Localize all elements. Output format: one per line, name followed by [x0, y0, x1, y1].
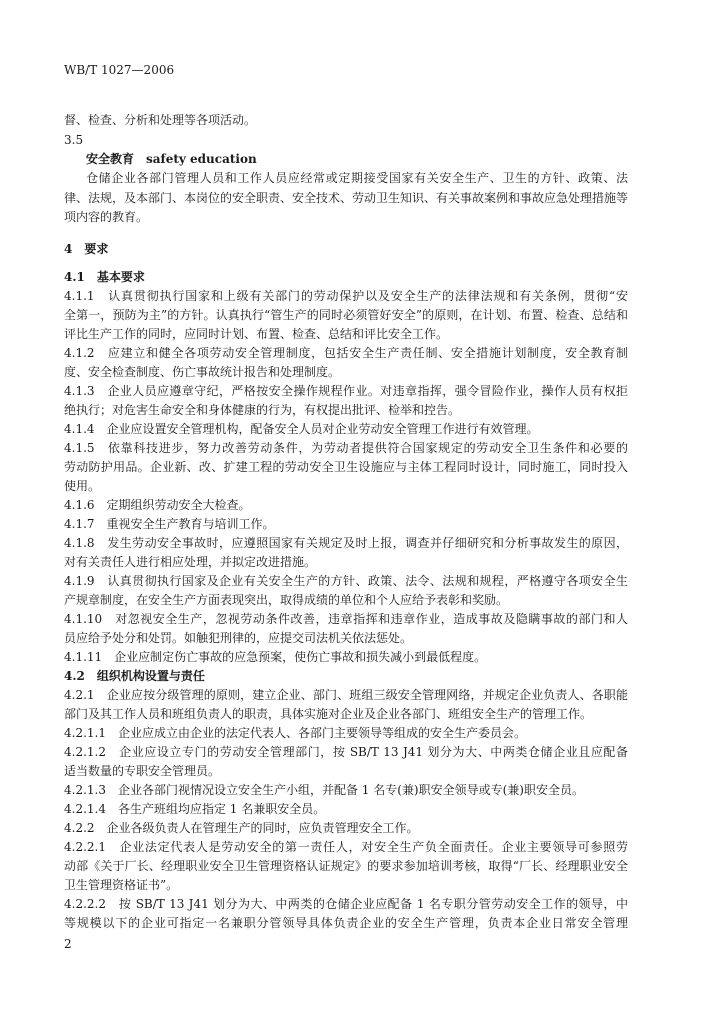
text-line: 部门及其工作人员和班组负责人的职责，具体实施对企业及企业各部门、班组安全生产的管理工作。 [64, 707, 593, 721]
clause-line: 4.2.1 企业应按分级管理的原则，建立企业、部门、班组三级安全管理网络，并规定企业负责人、各职能 [64, 688, 628, 702]
text-line: 督、检查、分析和处理等各项活动。 [64, 113, 257, 127]
standard-number: WB/T 1027—2006 [64, 63, 175, 77]
subsection-heading: 4.1 基本要求 [64, 270, 145, 284]
clause-line: 4.2.2.1 企业法定代表人是劳动安全的第一责任人，对安全生产负全面责任。企业主要领导可参照劳 [64, 840, 628, 854]
page-number: 2 [64, 937, 72, 951]
clause-line: 4.2.2.2 按 SB/T 13 J41 划分为大、中两类的仓储企业应配备 1 名专职分管劳动安全工作的领导，中 [64, 897, 628, 911]
clause-line: 4.1.2 应建立和健全各项劳动安全管理制度，包括安全生产责任制、安全措施计划制度，安全教育制 [64, 346, 628, 360]
text-line: 律、法规，及本部门、本岗位的安全职责、安全技术、劳动卫生知识、有关事故案例和事故应急处理措施等 [64, 191, 628, 205]
section-heading: 4 要求 [64, 242, 109, 256]
clause-line: 4.1.4 企业应设置安全管理机构，配备安全人员对企业劳动安全管理工作进行有效管理。 [64, 422, 539, 436]
clause-line: 4.2.1.4 各生产班组均应指定 1 名兼职安全员。 [64, 802, 326, 816]
text-line: 仓储企业各部门管理人员和工作人员应经常或定期接受国家有关安全生产、卫生的方针、政策、法 [86, 171, 628, 185]
text-line: 适当数量的专职安全管理员。 [64, 764, 221, 778]
text-line: 动部《关于厂长、经理职业安全卫生管理资格认证规定》的要求参加培训考核，取得“厂长、经理职业安全 [64, 859, 628, 873]
text-line: 劳动防护用品。企业新、改、扩建工程的劳动安全卫生设施应与主体工程同时设计，同时施工，同时投入 [64, 460, 628, 474]
text-line: 对有关责任人进行相应处理，并拟定改进措施。 [64, 555, 317, 569]
text-line: 全第一，预防为主”的方针。认真执行“管生产的同时必须管好安全”的原则，在计划、布置、检查、总结和 [64, 308, 628, 322]
clause-line: 4.2.1.2 企业应设立专门的劳动安全管理部门，按 SB/T 13 J41 划分为大、中两类仓储企业且应配备 [64, 745, 628, 759]
text-line: 产规章制度，在安全生产方面表现突出，取得成绩的单位和个人应给予表彰和奖励。 [64, 593, 509, 607]
text-line: 度、安全检查制度、伤亡事故统计报告和处理制度。 [64, 365, 341, 379]
text-line: 评比生产工作的同时，应同时计划、布置、检查、总结和评比安全工作。 [64, 327, 449, 341]
clause-line: 4.2.2 企业各级负责人在管理生产的同时，应负责管理安全工作。 [64, 821, 419, 835]
clause-line: 4.1.8 发生劳动安全事故时，应遵照国家有关规定及时上报，调查并仔细研究和分析事故发生的原因， [64, 536, 628, 550]
term-heading: 安全教育 safety education [86, 152, 257, 166]
clause-line: 4.1.9 认真贯彻执行国家及企业有关安全生产的方针、政策、法令、法规和规程，严格遵守各项安全生 [64, 574, 628, 588]
clause-line: 4.1.1 认真贯彻执行国家和上级有关部门的劳动保护以及安全生产的法律法规和有关条例，贯彻“安 [64, 289, 628, 303]
clause-line: 4.1.5 依靠科技进步，努力改善劳动条件，为劳动者提供符合国家规定的劳动安全卫生条件和必要的 [64, 441, 628, 455]
clause-line: 4.1.3 企业人员应遵章守纪，严格按安全操作规程作业。对违章指挥，强令冒险作业，操作人员有权拒 [64, 384, 628, 398]
clause-line: 4.1.6 定期组织劳动安全大检查。 [64, 498, 251, 512]
clause-line: 4.1.11 企业应制定伤亡事故的应急预案，使伤亡事故和损失减小到最低程度。 [64, 650, 487, 664]
subsection-heading: 4.2 组织机构设置与责任 [64, 669, 205, 683]
text-line: 卫生管理资格证书”。 [64, 878, 179, 892]
clause-line: 4.2.1.3 企业各部门视情况设立安全生产小组，并配备 1 名专(兼)职安全领导或专(兼)职安全员。 [64, 783, 584, 797]
clause-line: 4.2.1.1 企业应成立由企业的法定代表人、各部门主要领导等组成的安全生产委员会。 [64, 726, 526, 740]
section-number: 3.5 [64, 133, 84, 147]
clause-line: 4.1.7 重视安全生产教育与培训工作。 [64, 517, 275, 531]
text-line: 员应给予处分和处罚。如触犯刑律的，应提交司法机关依法惩处。 [64, 631, 413, 645]
text-line: 使用。 [64, 479, 101, 493]
text-line: 绝执行；对危害生命安全和身体健康的行为，有权提出批评、检举和控告。 [64, 403, 461, 417]
clause-line: 4.1.10 对忽视安全生产，忽视劳动条件改善，违章指挥和违章作业，造成事故及隐瞒事故的部门和人 [64, 612, 628, 626]
text-line: 等规模以下的企业可指定一名兼职分管领导具体负责企业的安全生产管理，负责本企业日常安全管理 [64, 916, 628, 930]
text-line: 项内容的教育。 [64, 210, 149, 224]
